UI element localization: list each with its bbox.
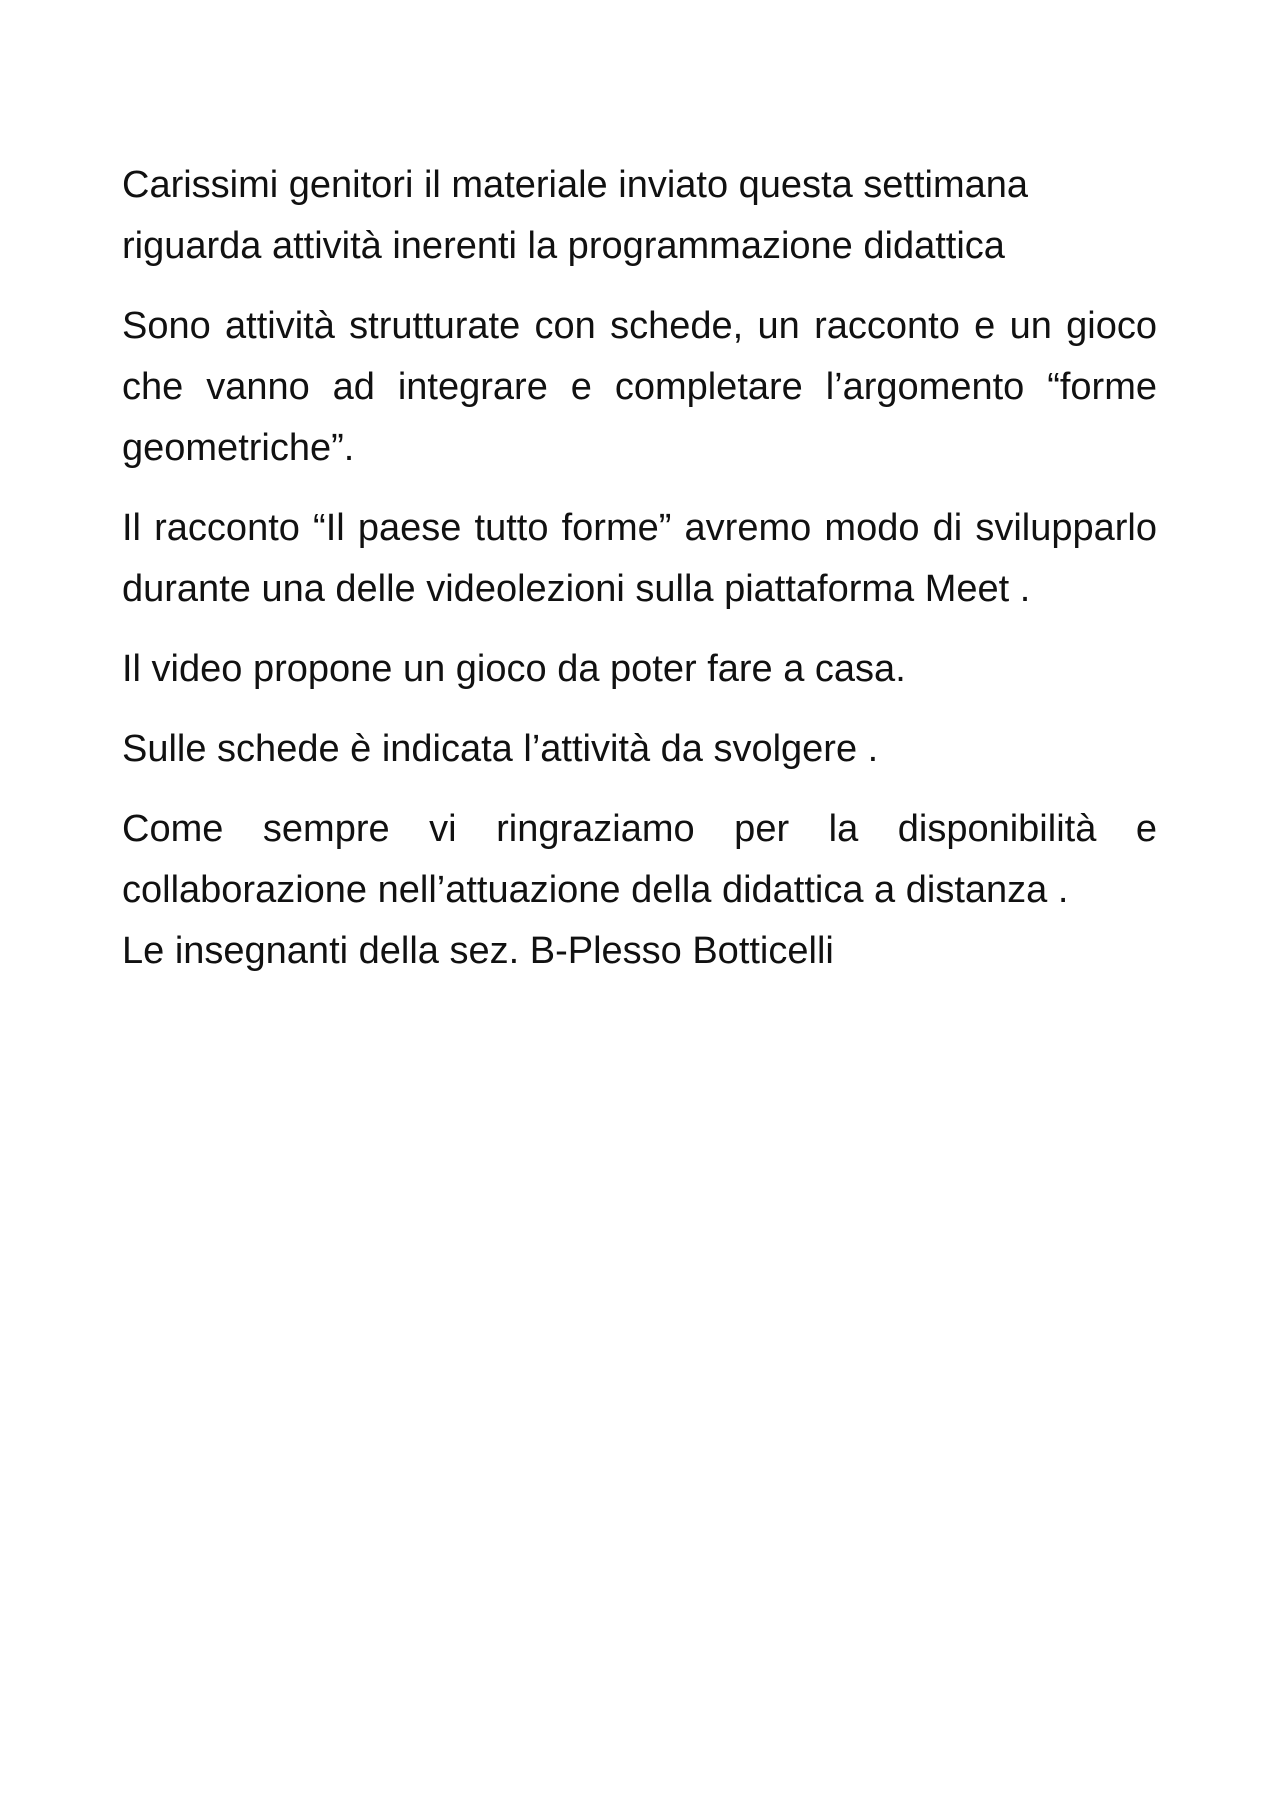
paragraph-intro: Carissimi genitori il materiale inviato questa settimana riguarda attività inerenti la programmazione didattica bbox=[122, 164, 1029, 267]
letter-body bbox=[122, 155, 1157, 982]
paragraph-activities: Sono attività strutturate con schede, un racconto e un gioco che vanno ad integrare e completare l’argomento “forme geometriche”. bbox=[122, 305, 1157, 469]
paragraph-thanks: Come sempre vi ringraziamo per la disponibilità e collaborazione nell’attuazione della didattica a distanza . bbox=[122, 808, 1157, 911]
paragraph-story: Il racconto “Il paese tutto forme” avremo modo di svilupparlo durante una delle videolezioni sulla piattaforma Meet . bbox=[122, 507, 1157, 610]
paragraph-video: Il video propone un gioco da poter fare a casa. bbox=[122, 648, 906, 690]
signature: Le insegnanti della sez. B-Plesso Botticelli bbox=[122, 930, 834, 972]
paragraph-worksheets: Sulle schede è indicata l’attività da svolgere . bbox=[122, 728, 879, 770]
